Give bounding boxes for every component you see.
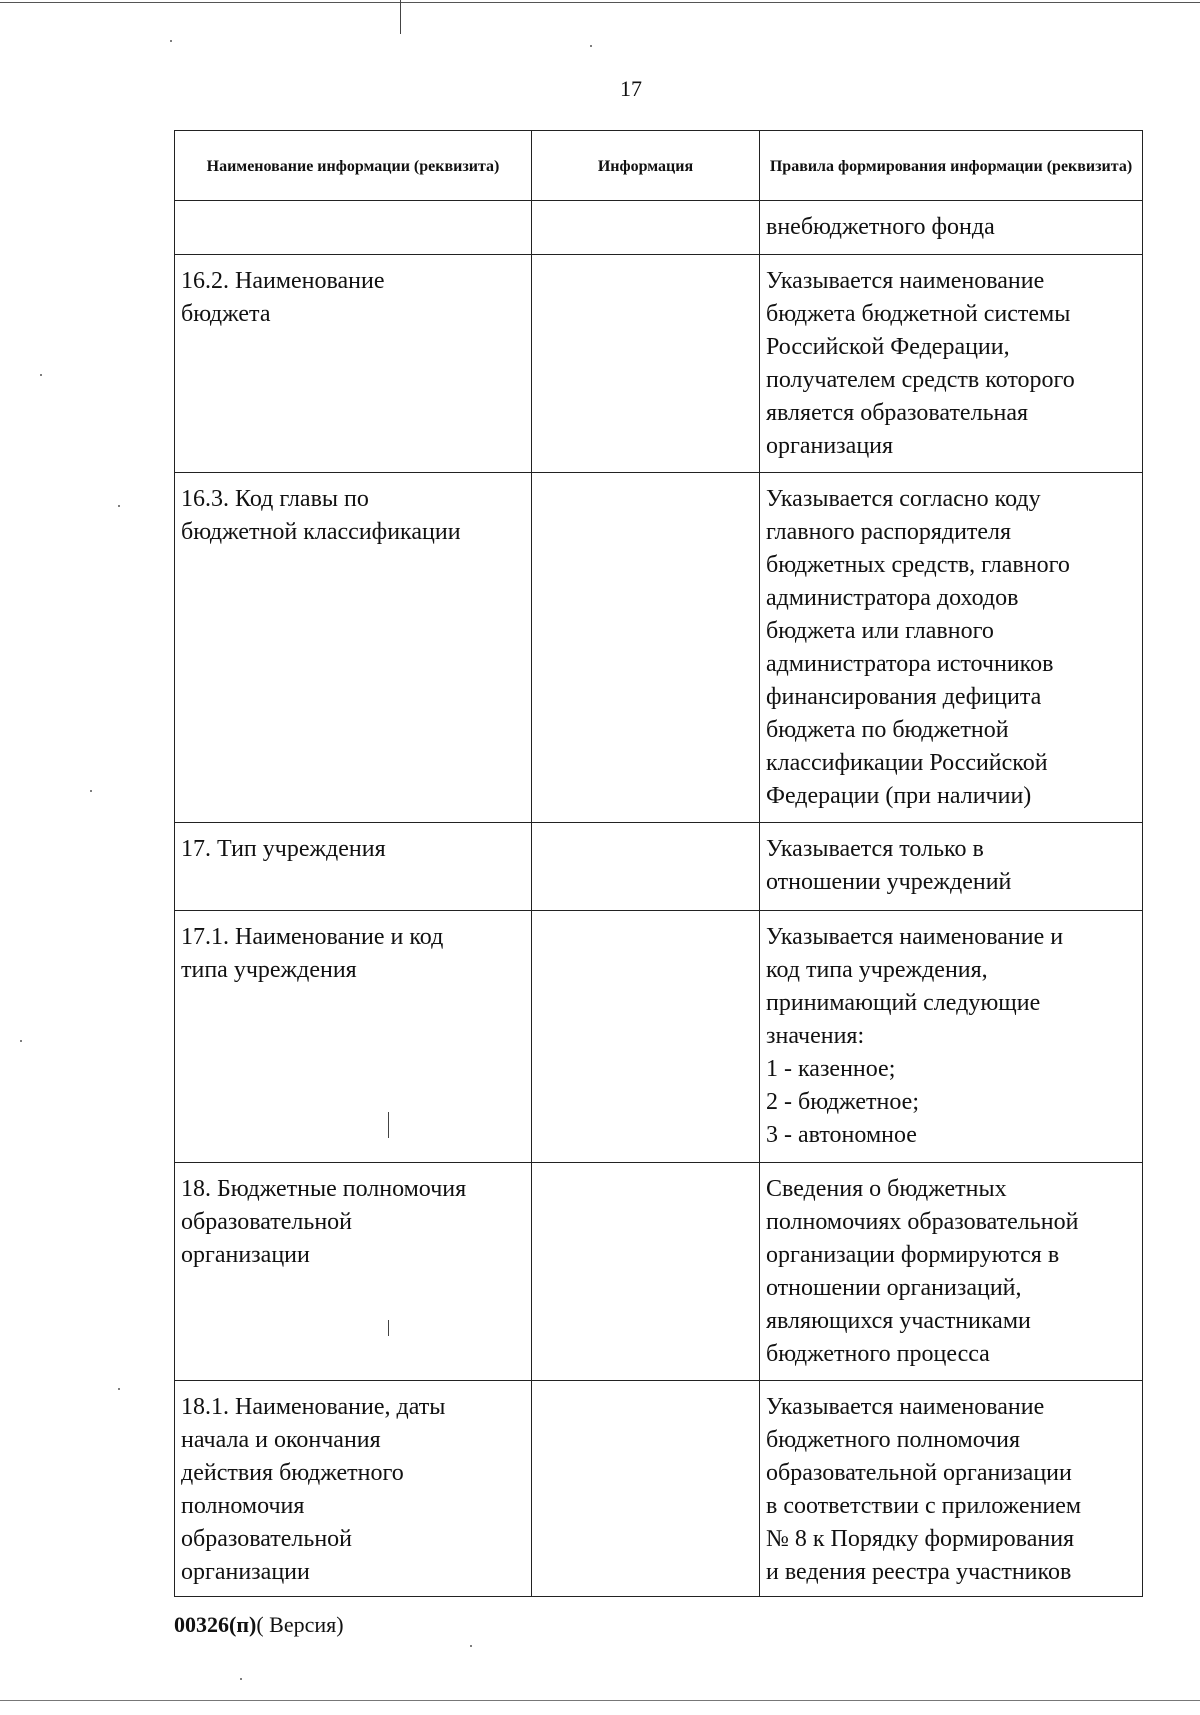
scan-artifact-mark xyxy=(400,0,401,34)
header-info-line: Информация xyxy=(597,158,694,175)
row-rules-line: Указывается наименование и xyxy=(766,924,1064,950)
row-name-line: бюджетной классификации xyxy=(181,519,461,545)
row-info-cell xyxy=(532,1163,760,1381)
row-rules-line: принимающий следующие xyxy=(766,990,1041,1016)
table-row xyxy=(175,823,1143,911)
row-name-line: 16.2. Наименование xyxy=(181,268,385,294)
scan-top-rule xyxy=(0,2,1200,3)
row-rules-line: главного распорядителя xyxy=(766,519,1012,545)
row-rules-line: полномочиях образовательной xyxy=(766,1209,1079,1235)
row-name-cell xyxy=(175,1381,532,1597)
row-rules-line: Указывается только в xyxy=(766,836,984,862)
row-rules-cell xyxy=(760,201,1143,255)
row-name-line: бюджета xyxy=(181,301,271,327)
header-name-line: Наименование информации xyxy=(206,158,410,175)
row-rules-line: бюджетных средств, главного xyxy=(766,552,1070,578)
table-row xyxy=(175,911,1143,1163)
row-rules-line: 1 - казенное; xyxy=(766,1056,896,1082)
row-rules-line: администратора источников xyxy=(766,651,1054,677)
row-name-line: действия бюджетного xyxy=(181,1460,404,1486)
scan-bottom-rule xyxy=(0,1700,1200,1701)
row-rules-line: Сведения о бюджетных xyxy=(766,1176,1007,1202)
row-rules-line: бюджета или главного xyxy=(766,618,994,644)
document-code-number: 00326(п) xyxy=(174,1612,257,1637)
table-row xyxy=(175,201,1143,255)
row-rules-line: Указывается наименование xyxy=(766,268,1045,294)
requisites-table xyxy=(174,130,1143,1597)
row-rules-line: отношении учреждений xyxy=(766,869,1012,895)
row-rules-line: 3 - автономное xyxy=(766,1122,917,1148)
row-rules-line: образовательной организации xyxy=(766,1460,1072,1486)
table-row xyxy=(175,1381,1143,1597)
scan-artifact-mark xyxy=(388,1112,389,1138)
row-rules-line: бюджетного процесса xyxy=(766,1341,990,1367)
scan-artifact-speck xyxy=(240,1678,242,1680)
row-rules-line: № 8 к Порядку формирования xyxy=(766,1526,1075,1552)
scan-artifact-speck xyxy=(90,790,92,792)
row-name-line: организации xyxy=(181,1242,310,1268)
row-name-cell xyxy=(175,911,532,1163)
header-name xyxy=(175,131,532,201)
row-name-line: организации xyxy=(181,1559,310,1585)
row-name-line: 16.3. Код главы по xyxy=(181,486,369,512)
row-rules-line: администратора доходов xyxy=(766,585,1019,611)
scan-artifact-speck xyxy=(118,1388,120,1390)
table-row xyxy=(175,255,1143,473)
row-rules-cell xyxy=(760,823,1143,911)
row-rules-cell xyxy=(760,473,1143,823)
row-info-cell xyxy=(532,473,760,823)
row-rules-line: значения: xyxy=(766,1023,865,1049)
scan-artifact-speck xyxy=(118,505,120,507)
row-name-line: 17.1. Наименование и код xyxy=(181,924,444,950)
header-name-line: (реквизита) xyxy=(413,158,500,175)
row-name-cell xyxy=(175,255,532,473)
row-name-cell xyxy=(175,201,532,255)
header-rules xyxy=(760,131,1143,201)
row-info-cell xyxy=(532,823,760,911)
row-rules-line: получателем средств которого xyxy=(766,367,1075,393)
row-rules-line: и ведения реестра участников xyxy=(766,1559,1072,1585)
row-rules-line: внебюджетного фонда xyxy=(766,214,995,240)
row-name-cell xyxy=(175,1163,532,1381)
row-rules-line: организации формируются в xyxy=(766,1242,1060,1268)
document-code xyxy=(174,1612,344,1638)
row-name-line: начала и окончания xyxy=(181,1427,381,1453)
row-rules-line: является образовательная xyxy=(766,400,1029,426)
row-name-line: полномочия xyxy=(181,1493,305,1519)
scan-artifact-speck xyxy=(40,374,42,376)
header-info xyxy=(532,131,760,201)
row-info-cell xyxy=(532,201,760,255)
row-info-cell xyxy=(532,255,760,473)
row-rules-line: Федерации (при наличии) xyxy=(766,783,1032,809)
row-info-cell xyxy=(532,1381,760,1597)
scan-artifact-speck xyxy=(590,45,592,47)
row-rules-line: Указывается согласно коду xyxy=(766,486,1041,512)
row-rules-line: являющихся участниками xyxy=(766,1308,1031,1334)
header-rules-line: (реквизита) xyxy=(1046,158,1133,175)
row-rules-cell xyxy=(760,1381,1143,1597)
row-info-cell xyxy=(532,911,760,1163)
row-rules-cell xyxy=(760,1163,1143,1381)
scan-artifact-speck xyxy=(170,40,172,42)
row-rules-line: организация xyxy=(766,433,894,459)
row-name-line: образовательной xyxy=(181,1526,352,1552)
row-rules-line: 2 - бюджетное; xyxy=(766,1089,919,1115)
row-name-cell xyxy=(175,473,532,823)
header-rules-line: Правила формирования информации xyxy=(769,158,1043,175)
row-rules-line: классификации Российской xyxy=(766,750,1048,776)
row-rules-cell xyxy=(760,911,1143,1163)
page-number: 17 xyxy=(620,76,642,101)
row-rules-line: в соответствии с приложением xyxy=(766,1493,1082,1519)
document-version: ( Версия) xyxy=(256,1612,344,1637)
scan-artifact-speck xyxy=(20,1040,22,1042)
row-rules-line: финансирования дефицита xyxy=(766,684,1042,710)
row-rules-line: Указывается наименование xyxy=(766,1394,1045,1420)
row-name-line: 18. Бюджетные полномочия xyxy=(181,1176,467,1202)
scan-artifact-mark xyxy=(388,1320,389,1336)
row-rules-line: бюджетного полномочия xyxy=(766,1427,1021,1453)
row-name-line: 17. Тип учреждения xyxy=(181,836,386,862)
row-rules-line: код типа учреждения, xyxy=(766,957,988,983)
row-rules-cell xyxy=(760,255,1143,473)
row-rules-line: бюджета бюджетной системы xyxy=(766,301,1071,327)
row-rules-line: Российской Федерации, xyxy=(766,334,1010,360)
row-rules-line: бюджета по бюджетной xyxy=(766,717,1009,743)
row-name-line: типа учреждения xyxy=(181,957,357,983)
row-name-line: 18.1. Наименование, даты xyxy=(181,1394,446,1420)
table-row xyxy=(175,1163,1143,1381)
table-row xyxy=(175,473,1143,823)
row-rules-line: отношении организаций, xyxy=(766,1275,1022,1301)
table-header-row xyxy=(175,131,1143,201)
row-name-cell xyxy=(175,823,532,911)
scan-artifact-speck xyxy=(470,1645,472,1647)
row-name-line: образовательной xyxy=(181,1209,352,1235)
